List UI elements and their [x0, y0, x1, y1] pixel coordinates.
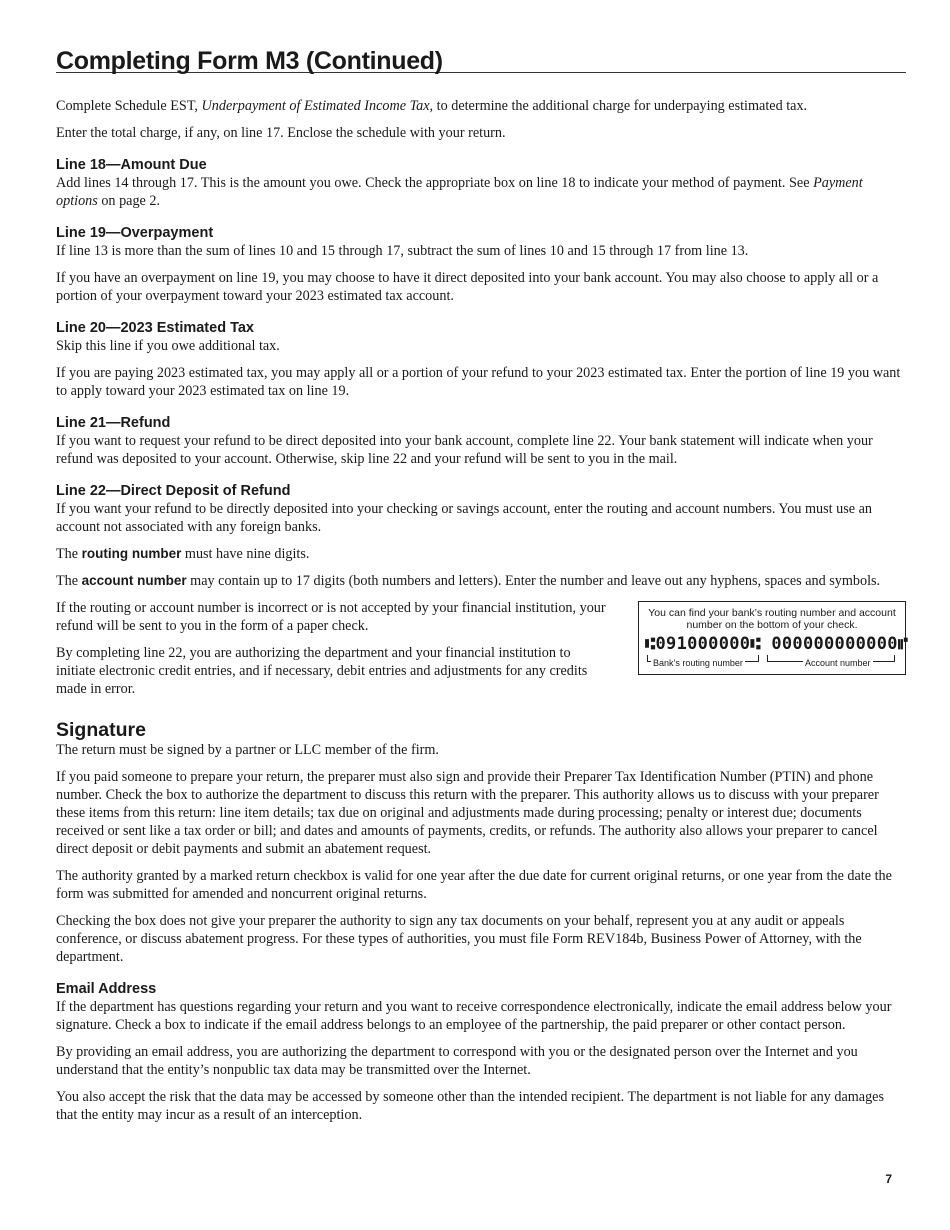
page-title: Completing Form M3 (Continued) [56, 0, 906, 73]
signature-paragraph-4: Checking the box does not give your preparer the authority to sign any tax documents on your behalf, represent you at any audit or appeals conference, or discuss abatement progress. For these types of authorities, you must file Form REV184b, Business Power of Attorney, with the department. [56, 913, 862, 965]
line21-paragraph: If you want to request your refund to be direct deposited into your bank account, complete line 22. Your bank statement will indicate when your refund was deposited to your account. Otherwise, skip line 22 and your refund will be sent to you in the mail. [56, 433, 873, 467]
email-heading: Email Address [56, 981, 157, 997]
email-paragraph-3: You also accept the risk that the data may be accessed by someone other than the intended recipient. The department is not liable for any damages that the entity may incur as a result of an interception. [56, 1089, 884, 1123]
intro-text: Complete Schedule EST, [56, 98, 202, 114]
payment-options-ref: Payment options [56, 175, 863, 209]
line22-heading: Line 22—Direct Deposit of Refund [56, 483, 291, 499]
line20-paragraph-1: Skip this line if you owe additional tax. [56, 338, 280, 354]
intro-text-end: to determine the additional charge for underpaying estimated tax. [433, 98, 808, 114]
signature-paragraph-1: The return must be signed by a partner or LLC member of the firm. [56, 742, 439, 758]
line19-paragraph-1: If line 13 is more than the sum of lines 10 and 15 through 17, subtract the sum of lines 10 and 15 through 17 from line 13. [56, 243, 749, 259]
line22-paragraph-1: If you want your refund to be directly deposited into your checking or savings account, enter the routing and account numbers. You must use an account not associated with any foreign banks. [56, 501, 872, 535]
routing-text: The [56, 546, 82, 562]
line21-heading: Line 21—Refund [56, 415, 171, 431]
line20-heading: Line 20—2023 Estimated Tax [56, 320, 254, 336]
account-text-end: may contain up to 17 digits (both numbers and letters). Enter the number and leave out any hyphens, spaces and symbols. [186, 573, 881, 589]
line22-paragraph-account [56, 572, 906, 590]
document-page [56, 0, 909, 1133]
account-label: Account number [805, 658, 871, 668]
line20-paragraph-2: If you are paying 2023 estimated tax, you may apply all or a portion of your refund to your 2023 estimated tax. Enter the portion of line 19 you want to apply toward your 2023 estimated tax on line 19. [56, 365, 901, 399]
line18-heading: Line 18—Amount Due [56, 157, 207, 173]
page-number: 7 [885, 1172, 892, 1186]
signature-paragraph-2: If you paid someone to prepare your return, the preparer must also sign and provide their Preparer Tax Identification Number (PTIN) and phone number. Check the box to authorize the department to discuss this return with the preparer. This authority allows us to discuss with your preparer these items from this return: line item details; tax due on original and adjustments made during processing; penalty or interest due; documents received or sent like a tax order or bill; and dates and amounts of payments, credits, or refunds. The authority also allows your preparer to cancel direct deposit or debit payments and submit an abatement request. [56, 769, 879, 857]
routing-text-end: must have nine digits. [181, 546, 310, 562]
line18-paragraph [56, 174, 906, 210]
account-text: The [56, 573, 82, 589]
check-illustration [638, 601, 909, 675]
intro-paragraph-2: Enter the total charge, if any, on line 17. Enclose the schedule with your return. [56, 125, 506, 141]
line19-paragraph-2: If you have an overpayment on line 19, you may choose to have it direct deposited into your bank account. You may also choose to apply all or a portion of your overpayment toward your 2023 estimated tax account. [56, 270, 879, 304]
check-caption: You can find your bank’s routing number and account number on the bottom of your check. [648, 607, 896, 631]
line19-heading: Line 19—Overpayment [56, 225, 214, 241]
check-brackets [645, 655, 899, 669]
account-number-term: account number [81, 573, 187, 588]
schedule-title: Underpayment of Estimated Income Tax, [201, 98, 434, 114]
routing-number-term: routing number [81, 546, 182, 561]
line18-text: Add lines 14 through 17. This is the amount you owe. Check the appropriate box on line 18 to indicate your method of payment. See [56, 175, 814, 191]
micr-line: ⑆091000000⑆ 000000000000⑈ [645, 634, 909, 654]
direct-deposit-text [56, 599, 612, 707]
line22-paragraph-routing [56, 545, 906, 563]
direct-deposit-row [56, 599, 909, 707]
routing-label: Bank’s routing number [653, 658, 743, 668]
line22-paragraph-4: If the routing or account number is incorrect or is not accepted by your financial institution, your refund will be sent to you in the form of a paper check. [56, 600, 606, 634]
line18-text-end: on page 2. [97, 193, 161, 209]
signature-heading: Signature [56, 719, 146, 741]
signature-paragraph-3: The authority granted by a marked return checkbox is valid for one year after the due date for current original returns, or one year from the date the form was submitted for amended and noncurrent original returns. [56, 868, 892, 902]
email-paragraph-2: By providing an email address, you are authorizing the department to correspond with you or the designated person over the Internet and you understand that the entity’s nonpublic tax data may be transmitted over the Internet. [56, 1044, 858, 1078]
email-paragraph-1: If the department has questions regarding your return and you want to receive correspondence electronically, indicate the email address below your signature. Check a box to indicate if the email address belongs to an employee of the partnership, the paid preparer or other contact person. [56, 999, 892, 1033]
line22-paragraph-5: By completing line 22, you are authorizing the department and your financial institution to initiate electronic credit entries, and if necessary, debit entries and adjustments for any credits made in error. [56, 645, 588, 697]
intro-paragraph-1 [56, 97, 906, 115]
